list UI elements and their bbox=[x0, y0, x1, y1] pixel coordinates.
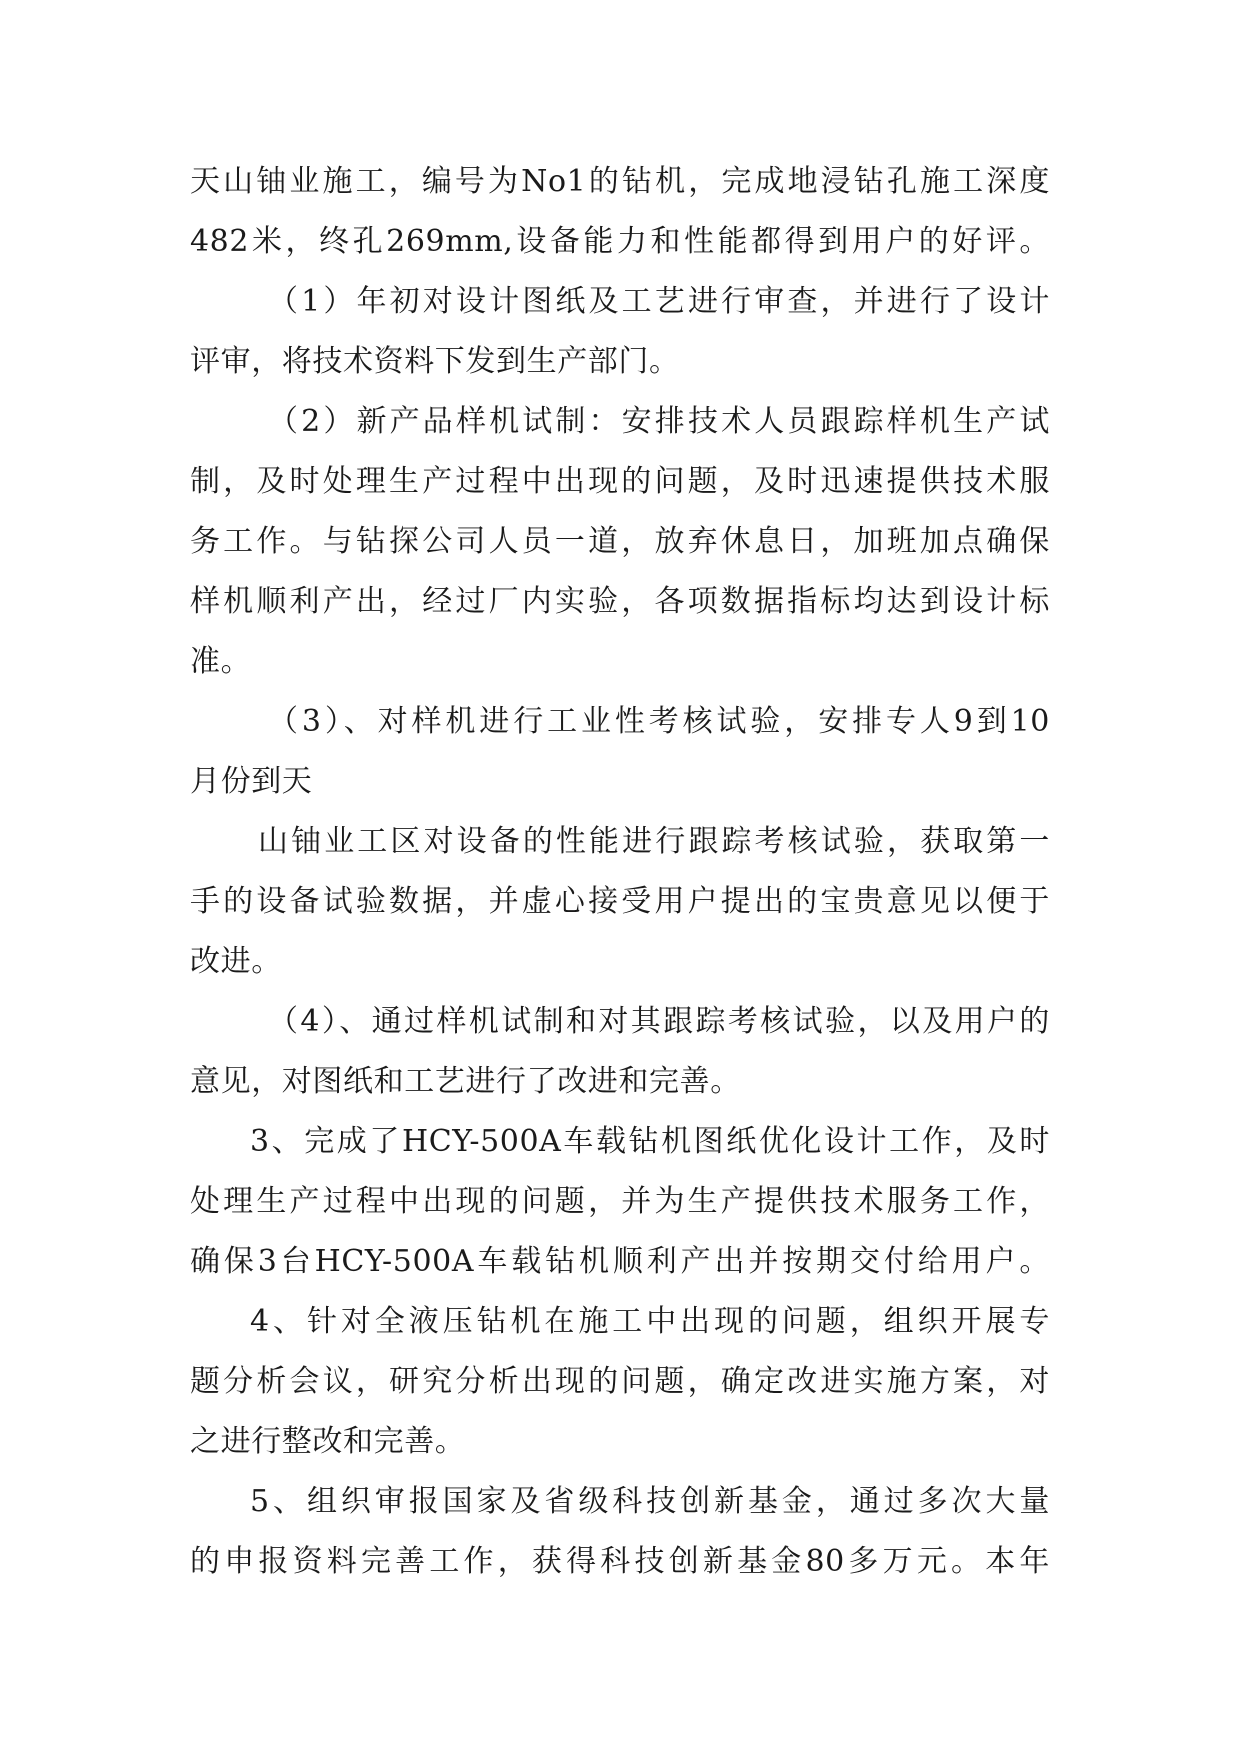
text-line: 改进。 bbox=[190, 944, 282, 979]
text-line: 月份到天 bbox=[190, 764, 313, 799]
paragraph-item-3-line: （3）、对样机进行工业性考核试验，安排专人9到10 bbox=[268, 704, 1050, 739]
text-line: 确保3台HCY-500A车载钻机顺利产出并按期交付给用户。 bbox=[190, 1244, 1050, 1279]
section-4-line: 4、针对全液压钻机在施工中出现的问题，组织开展专 bbox=[250, 1304, 1050, 1339]
text-line: 的申报资料完善工作，获得科技创新基金80多万元。本年 bbox=[190, 1544, 1050, 1579]
paragraph-item-2-line: （2）新产品样机试制：安排技术人员跟踪样机生产试 bbox=[268, 404, 1050, 439]
text-line: 评审，将技术资料下发到生产部门。 bbox=[190, 344, 680, 379]
text-line: 务工作。与钻探公司人员一道，放弃休息日，加班加点确保 bbox=[190, 524, 1050, 559]
text-line: 样机顺利产出，经过厂内实验，各项数据指标均达到设计标 bbox=[190, 584, 1050, 619]
text-line: 制，及时处理生产过程中出现的问题，及时迅速提供技术服 bbox=[190, 464, 1050, 499]
text-line: 意见，对图纸和工艺进行了改进和完善。 bbox=[190, 1064, 741, 1099]
text-line: 之进行整改和完善。 bbox=[190, 1424, 466, 1459]
section-3-line: 3、完成了HCY-500A车载钻机图纸优化设计工作，及时 bbox=[250, 1124, 1050, 1159]
text-line: 天山铀业施工，编号为No1的钻机，完成地浸钻孔施工深度 bbox=[190, 164, 1050, 199]
paragraph-item-4-line: （4）、通过样机试制和对其跟踪考核试验，以及用户的 bbox=[268, 1004, 1050, 1039]
text-line: 482米，终孔269mm,设备能力和性能都得到用户的好评。 bbox=[190, 224, 1050, 259]
text-line: 处理生产过程中出现的问题，并为生产提供技术服务工作， bbox=[190, 1184, 1050, 1219]
section-5-line: 5、组织审报国家及省级科技创新基金，通过多次大量 bbox=[250, 1484, 1050, 1519]
text-line: 手的设备试验数据，并虚心接受用户提出的宝贵意见以便于 bbox=[190, 884, 1050, 919]
text-line: 准。 bbox=[190, 644, 252, 679]
text-line: 山铀业工区对设备的性能进行跟踪考核试验，获取第一 bbox=[258, 824, 1050, 859]
paragraph-item-1-line: （1）年初对设计图纸及工艺进行审查，并进行了设计 bbox=[268, 284, 1050, 319]
text-line: 题分析会议，研究分析出现的问题，确定改进实施方案，对 bbox=[190, 1364, 1050, 1399]
